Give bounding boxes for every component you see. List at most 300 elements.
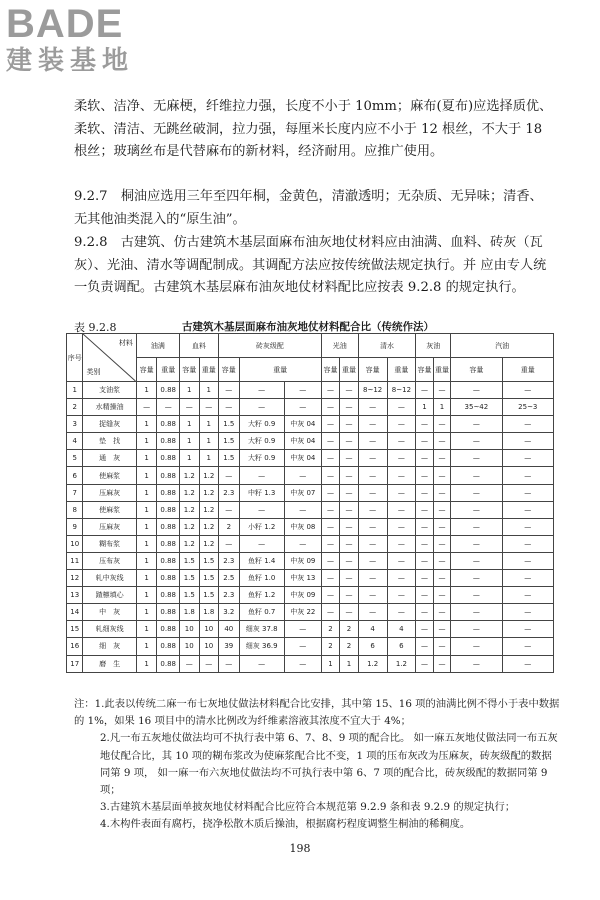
table-cell: — [433,433,450,450]
table-cell: 8~12 [358,382,387,399]
table-cell: — [321,382,339,399]
table-cell: — [387,501,416,518]
row-category: 水精操油 [83,399,136,416]
table-row [67,416,554,433]
header-category: 类别 [86,368,101,376]
table-cell: — [340,450,358,467]
row-number: 2 [67,399,83,416]
mix-ratio-table [66,333,554,673]
sub-vol: 容量 [416,358,433,382]
table-cell: 1 [136,570,157,587]
table-notes [74,696,560,834]
table-cell: 中灰 22 [284,604,321,621]
table-cell: — [284,501,321,518]
table-cell: — [340,552,358,569]
row-category: 糊布浆 [83,535,136,552]
sub-vol: 容量 [321,358,339,382]
header-group-qiyou: 汽油 [451,334,554,358]
table-cell: 1 [136,638,157,655]
table-cell: — [416,638,433,655]
table-cell: — [321,570,339,587]
table-cell: — [358,433,387,450]
table-cell: 中灰 04 [284,416,321,433]
table-cell: — [387,518,416,535]
row-category: 压麻灰 [83,518,136,535]
table-cell: 2.3 [219,587,240,604]
table-row [67,535,554,552]
table-cell: — [451,655,502,672]
table-cell: 1.2 [180,467,200,484]
header-material: 材料 [118,339,133,347]
table-cell: — [340,535,358,552]
table-cell: 1.2 [199,535,219,552]
table-cell: — [321,484,339,501]
table-cell: — [284,621,321,638]
table-cell: 0.88 [157,518,180,535]
row-category: 使麻浆 [83,501,136,518]
table-cell: — [451,416,502,433]
table-cell: — [387,433,416,450]
sub-wt: 重量 [387,358,416,382]
table-cell: 中灰 09 [284,552,321,569]
table-cell: — [451,638,502,655]
table-cell: — [416,467,433,484]
table-cell: — [433,570,450,587]
table-row [67,433,554,450]
table-cell: — [433,450,450,467]
table-cell: — [387,552,416,569]
table-cell: — [340,467,358,484]
sub-vol: 容量 [136,358,157,382]
table-cell: 1.5 [219,416,240,433]
table-cell: — [358,467,387,484]
table-cell: — [502,621,553,638]
sub-wt: 重量 [199,358,219,382]
table-cell: — [433,416,450,433]
table-cell: 2 [219,518,240,535]
table-cell: — [416,450,433,467]
table-cell: — [284,535,321,552]
table-cell: — [416,433,433,450]
table-cell: 1.2 [199,501,219,518]
header-group-youman: 油满 [136,334,179,358]
table-cell: 1 [136,621,157,638]
table-cell: — [451,450,502,467]
table-cell: 1 [416,399,433,416]
sub-wt: 重量 [239,358,321,382]
table-caption [74,319,554,333]
row-number: 10 [67,535,83,552]
table-cell: 1.2 [180,518,200,535]
table-cell: 1 [199,416,219,433]
table-cell: — [340,484,358,501]
table-cell: 1 [321,655,339,672]
table-cell: 0.88 [157,450,180,467]
table-cell: 25~3 [502,399,553,416]
table-cell: — [239,399,284,416]
table-cell: — [340,433,358,450]
table-cell: — [321,433,339,450]
table-cell: — [180,399,200,416]
table-cell: 中灰 04 [284,433,321,450]
table-cell: — [321,535,339,552]
table-row [67,518,554,535]
table-cell: 1 [136,433,157,450]
table-cell: — [358,604,387,621]
sub-wt: 重量 [340,358,358,382]
table-cell: — [387,484,416,501]
row-category: 轧中灰线 [83,570,136,587]
table-cell: 0.88 [157,416,180,433]
table-cell: — [321,587,339,604]
note-3: 3.古建筑木基层面单披灰地仗材料配合比应符合本规范第 9.2.9 条和表 9.2.9 的规定执行； [100,801,516,814]
header-group-guangyou: 光油 [321,334,358,358]
table-cell: — [502,467,553,484]
table-cell: — [219,399,240,416]
table-cell: 10 [180,621,200,638]
row-number: 12 [67,570,83,587]
table-cell: 1 [136,467,157,484]
table-cell: 中灰 09 [284,587,321,604]
table-cell: — [387,535,416,552]
table-cell: 1.5 [199,570,219,587]
table-cell: 10 [180,638,200,655]
row-number: 14 [67,604,83,621]
table-cell: 1 [199,450,219,467]
table-cell: 2 [321,638,339,655]
table-cell: 1 [180,450,200,467]
table-cell: — [340,501,358,518]
table-row [67,570,554,587]
table-row [67,450,554,467]
table-cell: — [340,570,358,587]
table-cell: — [321,604,339,621]
table-cell: 0.88 [157,535,180,552]
row-category: 支油浆 [83,382,136,399]
table-cell: — [502,501,553,518]
table-cell: 1.2 [387,655,416,672]
table-cell: 1 [433,399,450,416]
table-cell: 鱼籽 0.7 [239,604,284,621]
table-cell: — [502,638,553,655]
row-number: 16 [67,638,83,655]
header-group-xueliao: 血料 [180,334,219,358]
table-cell: — [416,518,433,535]
table-cell: — [387,467,416,484]
table-cell: 2 [340,621,358,638]
table-cell: — [199,399,219,416]
table-body [67,382,554,673]
table-cell: — [416,535,433,552]
table-cell: — [451,467,502,484]
table-cell: — [358,552,387,569]
table-cell: — [433,518,450,535]
table-cell: — [387,587,416,604]
table-cell: — [433,587,450,604]
row-number: 11 [67,552,83,569]
table-cell: 0.88 [157,638,180,655]
table-cell: — [416,604,433,621]
row-number: 5 [67,450,83,467]
table-cell: 0.88 [157,655,180,672]
table-cell: — [358,570,387,587]
body-paragraph-3: 9.2.8 古建筑、仿古建筑木基层面麻布油灰地仗材料应由油满、血料、砖灰（瓦灰）、光油、清水等调配制成。其调配方法应按传统做法规定执行。并 应由专人统一负责调配。古建筑木基层麻布油灰地仗材料配比应按表 9.2.8 的规定执行。 [74,235,547,296]
table-cell: — [451,433,502,450]
row-category: 中 灰 [83,604,136,621]
table-cell: 1.2 [199,518,219,535]
row-number: 17 [67,655,83,672]
row-number: 9 [67,518,83,535]
table-cell: — [433,484,450,501]
table-cell: 1.2 [199,467,219,484]
table-cell: 1.5 [180,570,200,587]
table-cell: 1.2 [358,655,387,672]
table-cell: — [358,399,387,416]
table-cell: — [358,535,387,552]
table-row [67,484,554,501]
table-cell: — [416,655,433,672]
table-cell: 1 [136,484,157,501]
table-cell: — [502,450,553,467]
table-cell: 1 [136,382,157,399]
table-cell: 鱼籽 1.4 [239,552,284,569]
note-1: 注：1.此表以传统二麻一布七灰地仗做法材料配合比安排，其中第 15、16 项的油满比例不得小于表中数据的 1%，如果 16 项目中的清水比例改为纤维素溶液其浓度不宜大于 4%； [74,698,560,728]
brand-logo [6,4,134,76]
table-cell: — [416,621,433,638]
row-category: 压布灰 [83,552,136,569]
table-cell: 0.88 [157,484,180,501]
table-cell: 中灰 08 [284,518,321,535]
table-cell: 中灰 07 [284,484,321,501]
sub-vol: 容量 [219,358,240,382]
table-cell: 1 [136,518,157,535]
table-cell: 1.2 [180,535,200,552]
header-group-qingshui: 清水 [358,334,416,358]
table-cell: 鱼籽 1.2 [239,587,284,604]
table-cell: — [416,484,433,501]
table-cell: 0.88 [157,552,180,569]
table-cell: — [387,570,416,587]
row-category: 细 灰 [83,638,136,655]
table-cell: — [451,604,502,621]
table-cell: — [358,501,387,518]
table-cell: — [284,399,321,416]
table-cell: 0.88 [157,621,180,638]
table-cell: — [451,621,502,638]
logo-subtitle: 建装基地 [6,46,135,76]
table-cell: — [219,535,240,552]
table-cell: 1.5 [180,552,200,569]
table-cell: 1.8 [199,604,219,621]
table-cell: — [219,467,240,484]
table-cell: 0.88 [157,382,180,399]
table-row [67,587,554,604]
header-group-zhuanhui: 砖灰级配 [219,334,322,358]
table-cell: 8~12 [387,382,416,399]
table-cell: — [502,570,553,587]
table-cell: — [321,399,339,416]
table-cell: — [433,655,450,672]
table-row [67,399,554,416]
table-cell: 1.2 [180,484,200,501]
table-cell: 0.88 [157,587,180,604]
table-cell: 1.5 [219,450,240,467]
table-cell: 1 [199,382,219,399]
table-cell: — [239,382,284,399]
row-category: 压麻灰 [83,484,136,501]
table-cell: 1.5 [180,587,200,604]
table-cell: 1 [180,382,200,399]
row-category: 磨 生 [83,655,136,672]
body-paragraph-2: 9.2.7 桐油应选用三年至四年桐，金黄色，清澈透明；无杂质、无异味；清香、无其他油类混入的“原生油”。 [74,189,543,227]
table-cell: — [340,587,358,604]
table-cell: — [219,501,240,518]
table-cell: 39 [219,638,240,655]
note-2: 2.凡一布五灰地仗做法均可不执行表中第 6、7、8、9 项的配合比。 如一麻五灰地仗做法同一布五灰地仗配合比，其 10 项的糊布浆改为使麻浆配合比不变，1 项的压布灰改为压麻灰，砖灰级配的数据同第 9 项， 如一麻一布六灰地仗做法均不可执行表中第 6、7 项的配合比，砖灰级配的数据同第 9 项； [100,732,558,797]
header-diagonal-cell [83,334,136,382]
table-cell: — [321,501,339,518]
sub-vol: 容量 [180,358,200,382]
table-cell: — [340,416,358,433]
row-number: 7 [67,484,83,501]
sub-wt: 重量 [157,358,180,382]
table-cell: — [502,382,553,399]
table-cell: — [433,621,450,638]
table-cell: — [239,501,284,518]
table-cell: 40 [219,621,240,638]
body-paragraph-1: 柔软、洁净、无麻梗，纤维拉力强，长度不小于 10mm；麻布(夏布)应选择质优、柔软、清洁、无跳丝破洞，拉力强，每厘米长度内应不小于 12 根丝，不大于 18 根丝；玻璃丝布是代替麻布的新材料，经济耐用。应推广使用。 [74,99,553,160]
row-category: 轧细灰线 [83,621,136,638]
table-cell: 1 [136,604,157,621]
row-number: 4 [67,433,83,450]
table-cell: — [502,552,553,569]
table-cell: — [451,535,502,552]
table-cell: — [502,535,553,552]
table-cell: — [451,501,502,518]
row-category: 通 灰 [83,450,136,467]
table-cell: — [358,518,387,535]
table-cell: — [502,587,553,604]
table-cell: — [321,518,339,535]
table-cell: — [433,501,450,518]
table-cell: — [416,382,433,399]
table-cell: 1 [136,587,157,604]
table-cell: — [416,416,433,433]
table-cell: 0.88 [157,604,180,621]
table-cell: 细灰 36.9 [239,638,284,655]
sub-wt: 重量 [433,358,450,382]
table-cell: 1.2 [199,484,219,501]
table-cell: — [180,655,200,672]
table-cell: 鱼籽 1.0 [239,570,284,587]
table-cell: — [387,399,416,416]
table-cell: — [502,655,553,672]
table-cell: — [219,382,240,399]
table-cell: — [219,655,240,672]
table-cell: — [433,535,450,552]
table-cell: — [502,604,553,621]
row-category: 蹅檩填心 [83,587,136,604]
table-cell: — [239,467,284,484]
table-cell: — [340,518,358,535]
table-cell: — [502,518,553,535]
table-cell: — [199,655,219,672]
table-cell: — [451,570,502,587]
table-cell: 2.5 [219,570,240,587]
row-number: 1 [67,382,83,399]
table-cell: 2.3 [219,552,240,569]
table-cell: 4 [358,621,387,638]
table-cell: — [433,552,450,569]
table-cell: 0.88 [157,570,180,587]
table-cell: — [358,484,387,501]
table-cell: — [387,604,416,621]
table-cell: — [433,604,450,621]
table-cell: 大籽 0.9 [239,450,284,467]
table-row [67,621,554,638]
table-cell: — [451,484,502,501]
table-cell: 中籽 1.3 [239,484,284,501]
row-number: 8 [67,501,83,518]
table-cell: 1 [340,655,358,672]
table-cell: 10 [199,621,219,638]
table-cell: 2.3 [219,484,240,501]
table-cell: — [284,382,321,399]
table-cell: — [136,399,157,416]
table-cell: — [433,467,450,484]
table-cell: — [358,587,387,604]
table-cell: — [451,552,502,569]
page-number: 198 [289,842,311,855]
table-row [67,655,554,672]
table-cell: — [416,501,433,518]
table-cell: — [451,382,502,399]
row-category: 使麻浆 [83,467,136,484]
table-row [67,604,554,621]
row-number: 13 [67,587,83,604]
table-row [67,638,554,655]
table-row [67,382,554,399]
table-cell: 1 [180,416,200,433]
table-cell: 1 [136,535,157,552]
note-4: 4.木构件表面有腐朽，挠净松散木质后操油，根据腐朽程度调整生桐油的稀稠度。 [100,818,471,831]
table-row [67,501,554,518]
sub-wt: 重量 [502,358,553,382]
table-cell: 1.5 [199,587,219,604]
table-cell: — [387,450,416,467]
table-cell: 0.88 [157,501,180,518]
table-cell: — [157,399,180,416]
logo-wordmark: BADE [6,2,124,46]
table-cell: — [387,416,416,433]
table-cell: 1 [199,433,219,450]
table-cell: — [340,382,358,399]
table-cell: 1.2 [180,501,200,518]
table-cell: 10 [199,638,219,655]
table-cell: 小籽 1.2 [239,518,284,535]
table-cell: 1 [180,433,200,450]
table-cell: 6 [387,638,416,655]
table-cell: 大籽 0.9 [239,416,284,433]
table-cell: 1.5 [199,552,219,569]
table-cell: 1 [136,655,157,672]
header-group-huiyou: 灰油 [416,334,451,358]
table-cell: — [433,382,450,399]
table-cell: — [239,655,284,672]
table-cell: — [502,484,553,501]
table-cell: — [239,535,284,552]
table-cell: — [358,450,387,467]
